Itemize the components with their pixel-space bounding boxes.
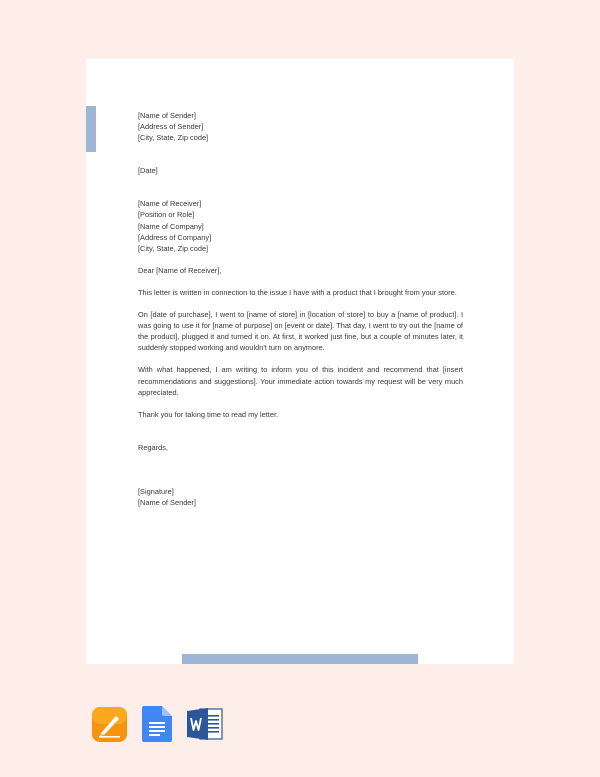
letter-date: [Date]: [138, 166, 158, 176]
paragraph-intro: This letter is written in connection to the issue I have with a product that I brought from your store.: [138, 287, 457, 297]
paragraph-details: On [date of purchase], I went to [name of store] in [location of store] to buy a [name of product]. I was going to use it for [name of purpose] on [event or date]. That day, I went to try out the [name of the product], plugged it and turned it on. At first, it worked just fine, but a couple of minutes later, it suddenly stopped working and wouldn't turn on anymore.: [138, 310, 463, 353]
receiver-company: [Name of Company]: [138, 221, 204, 231]
signature-block: [138, 486, 463, 508]
app-icons-row: [92, 706, 223, 742]
receiver-position: [Position or Role]: [138, 210, 195, 220]
signature: [Signature]: [138, 486, 174, 496]
microsoft-word-icon[interactable]: [187, 706, 223, 742]
receiver-block: [138, 198, 463, 253]
receiver-company-address: [Address of Company]: [138, 232, 212, 242]
apple-pages-icon[interactable]: [92, 707, 127, 742]
receiver-name: [Name of Receiver]: [138, 199, 202, 209]
sender-address: [Address of Sender]: [138, 122, 204, 132]
paragraph-request: With what happened, I am writing to inform you of this incident and recommend that [insert recommendations and suggestions]. Your immediate action towards my request will be very much appreciated.: [138, 365, 463, 397]
paragraph-thanks: Thank you for taking time to read my letter.: [138, 409, 279, 419]
signature-sender-name: [Name of Sender]: [138, 497, 196, 507]
sender-city: [City, State, Zip code]: [138, 133, 209, 143]
bottom-accent-bar: [182, 654, 418, 664]
receiver-city: [City, State, Zip code]: [138, 243, 209, 253]
sender-name: [Name of Sender]: [138, 111, 196, 120]
sender-block: [138, 110, 463, 143]
letter-body: [138, 110, 463, 508]
closing: Regards,: [138, 442, 168, 452]
side-accent-bar: [86, 106, 96, 152]
google-docs-icon[interactable]: [142, 706, 172, 742]
salutation: Dear [Name of Receiver],: [138, 265, 222, 275]
